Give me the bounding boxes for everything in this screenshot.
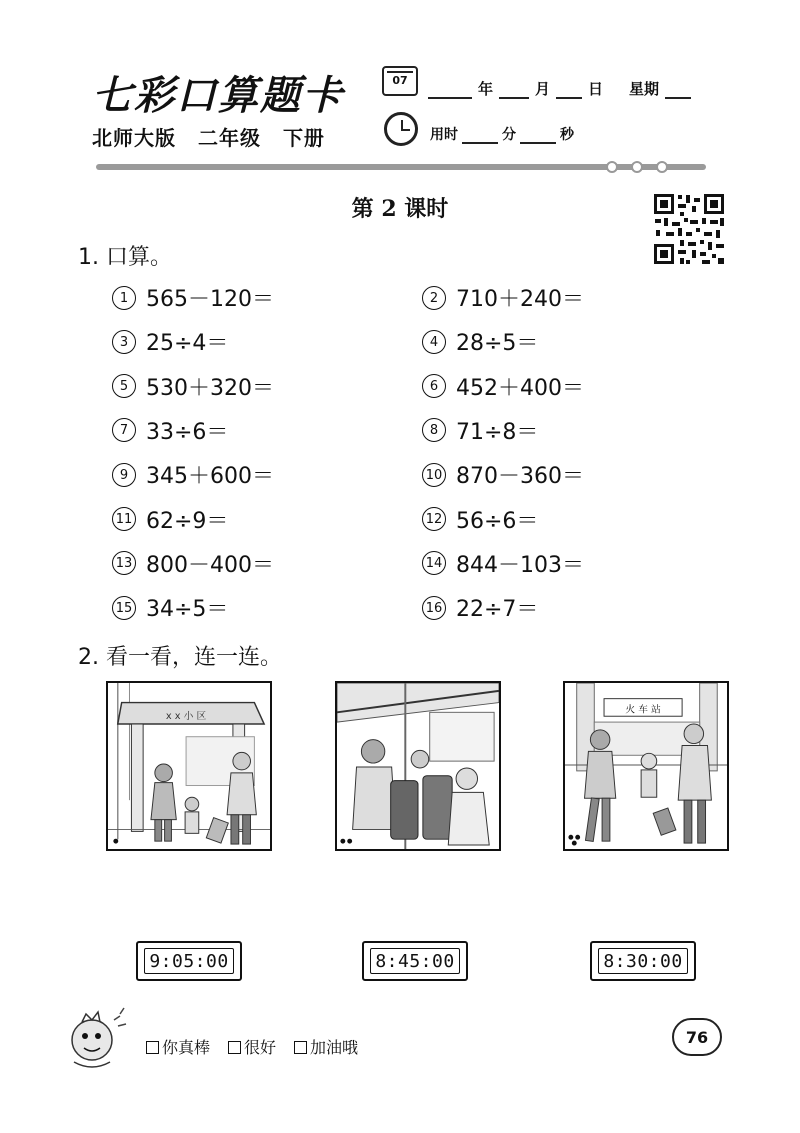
praise-try-label: 加油哦 bbox=[310, 1038, 359, 1057]
praise-option-try[interactable] bbox=[294, 1035, 358, 1058]
praise-great-label: 你真棒 bbox=[162, 1038, 211, 1057]
problem-expression: 800－400＝ bbox=[146, 552, 274, 578]
problem-8 bbox=[422, 415, 538, 446]
digital-clock-1 bbox=[136, 941, 242, 981]
header-divider bbox=[96, 164, 706, 170]
problem-6 bbox=[422, 371, 584, 402]
weekday-label: 星期 bbox=[629, 80, 660, 98]
scene-bus-interior bbox=[335, 681, 501, 851]
problem-number: 15 bbox=[112, 596, 136, 620]
problem-15 bbox=[112, 592, 228, 623]
month-blank[interactable] bbox=[499, 83, 529, 99]
problem-number: 4 bbox=[422, 330, 446, 354]
problem-number: 9 bbox=[112, 463, 136, 487]
problem-expression: 22÷7＝ bbox=[456, 597, 539, 623]
problem-14 bbox=[422, 548, 584, 579]
problem-number: 2 bbox=[422, 286, 446, 310]
problem-10 bbox=[422, 459, 584, 490]
clock-3-time: 8:30:00 bbox=[598, 948, 688, 974]
edition-publisher: 北师大版 bbox=[92, 126, 176, 150]
qr-code-icon bbox=[652, 192, 726, 266]
problem-number: 6 bbox=[422, 374, 446, 398]
problem-expression: 28÷5＝ bbox=[456, 331, 539, 357]
problem-expression: 345＋600＝ bbox=[146, 464, 274, 490]
problem-number: 16 bbox=[422, 596, 446, 620]
problem-1 bbox=[112, 282, 274, 313]
problem-number: 10 bbox=[422, 463, 446, 487]
calendar-icon bbox=[382, 66, 418, 96]
problem-5 bbox=[112, 371, 274, 402]
year-label: 年 bbox=[478, 80, 494, 98]
checkbox-good[interactable] bbox=[228, 1041, 241, 1054]
checkbox-try[interactable] bbox=[294, 1041, 307, 1054]
time-used-label: 用时 bbox=[430, 127, 458, 143]
day-blank[interactable] bbox=[556, 83, 582, 99]
praise-good-label: 很好 bbox=[244, 1038, 277, 1057]
problem-expression: 62÷9＝ bbox=[146, 508, 229, 534]
problem-11 bbox=[112, 504, 228, 535]
edition-grade: 二年级 bbox=[197, 126, 261, 150]
brand-title: 七彩口算题卡 bbox=[92, 72, 344, 119]
problem-number: 11 bbox=[112, 507, 136, 531]
problem-expression: 565－120＝ bbox=[146, 287, 274, 312]
problem-expression: 25÷4＝ bbox=[146, 331, 229, 357]
section1-heading: 1. 口算。 bbox=[78, 245, 172, 270]
problem-number: 3 bbox=[112, 330, 136, 354]
problem-9 bbox=[112, 459, 274, 490]
problem-expression: 844－103＝ bbox=[456, 552, 584, 578]
problem-number: 12 bbox=[422, 507, 446, 531]
calendar-icon-text: 07 bbox=[392, 74, 408, 87]
checkbox-great[interactable] bbox=[146, 1041, 159, 1054]
seconds-blank[interactable] bbox=[520, 128, 556, 144]
problem-12 bbox=[422, 504, 538, 535]
problem-number: 1 bbox=[112, 286, 136, 310]
minutes-blank[interactable] bbox=[462, 128, 498, 144]
scene-train-station bbox=[563, 681, 729, 851]
section2-heading: 2. 看一看，连一连。 bbox=[78, 645, 282, 670]
problem-expression: 452＋400＝ bbox=[456, 375, 584, 401]
clock-icon bbox=[384, 112, 418, 146]
praise-options bbox=[146, 1035, 358, 1058]
lesson-title: 第 2 课时 bbox=[351, 196, 449, 222]
clock-1-time: 9:05:00 bbox=[144, 948, 234, 974]
problem-expression: 710＋240＝ bbox=[456, 287, 584, 312]
scene-sign-community: x x 小 区 bbox=[165, 711, 207, 723]
problem-expression: 71÷8＝ bbox=[456, 419, 539, 445]
problem-expression: 56÷6＝ bbox=[456, 508, 539, 534]
digital-clock-3 bbox=[590, 941, 696, 981]
problem-expression: 34÷5＝ bbox=[146, 597, 229, 623]
scene-sign-station: 火 车 站 bbox=[625, 704, 661, 716]
scene-residential-gate bbox=[106, 681, 272, 851]
problem-expression: 530＋320＝ bbox=[146, 375, 274, 401]
problem-13 bbox=[112, 548, 274, 579]
problem-number: 14 bbox=[422, 551, 446, 575]
problem-7 bbox=[112, 415, 228, 446]
problem-number: 8 bbox=[422, 418, 446, 442]
problem-number: 5 bbox=[112, 374, 136, 398]
minutes-label: 分 bbox=[502, 127, 516, 143]
problem-16 bbox=[422, 592, 538, 623]
edition-volume: 下册 bbox=[282, 126, 325, 150]
month-label: 月 bbox=[535, 80, 551, 98]
praise-option-good[interactable] bbox=[228, 1035, 276, 1058]
edition-info bbox=[92, 122, 339, 151]
problem-expression: 33÷6＝ bbox=[146, 419, 229, 445]
problem-number: 13 bbox=[112, 551, 136, 575]
problem-2 bbox=[422, 282, 584, 313]
problem-4 bbox=[422, 326, 538, 357]
weekday-blank[interactable] bbox=[665, 83, 691, 99]
seconds-label: 秒 bbox=[560, 127, 574, 143]
page-number: 76 bbox=[672, 1018, 722, 1056]
day-label: 日 bbox=[588, 80, 604, 98]
digital-clock-2 bbox=[362, 941, 468, 981]
date-fields bbox=[428, 78, 691, 99]
problem-3 bbox=[112, 326, 228, 357]
problem-expression: 870－360＝ bbox=[456, 464, 584, 490]
year-blank[interactable] bbox=[428, 83, 472, 99]
problem-number: 7 bbox=[112, 418, 136, 442]
time-fields bbox=[430, 124, 574, 144]
praise-option-great[interactable] bbox=[146, 1035, 210, 1058]
clock-2-time: 8:45:00 bbox=[370, 948, 460, 974]
mascot-icon bbox=[62, 1006, 136, 1072]
